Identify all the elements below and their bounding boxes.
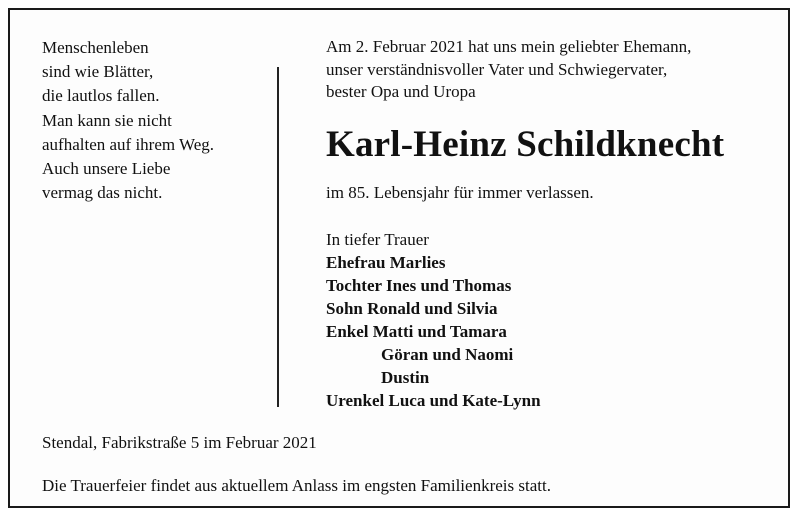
mourner-line: Urenkel Luca und Kate-Lynn — [326, 391, 541, 410]
mourner-line: Sohn Ronald und Silvia — [326, 299, 498, 318]
service-note: Die Trauerfeier findet aus aktuellem Anlass im engsten Familienkreis statt. — [42, 476, 551, 495]
passed-text: im 85. Lebensjahr für immer verlassen. — [326, 183, 594, 202]
mourners-heading: In tiefer Trauer — [326, 230, 429, 249]
poem-line: aufhalten auf ihrem Weg. — [42, 134, 215, 154]
poem-line: die lautlos fallen. — [42, 86, 160, 106]
intro-line: bester Opa und Uropa — [326, 82, 476, 101]
mourner-line: Göran und Naomi — [381, 345, 514, 364]
mourners-list — [326, 228, 541, 412]
poem-line: Menschenleben — [42, 38, 149, 57]
obituary-notice — [8, 8, 790, 508]
mourner-line: Dustin — [381, 368, 430, 387]
poem-line: vermag das nicht. — [42, 183, 163, 203]
memorial-poem — [42, 36, 214, 205]
poem-line: Auch unsere Liebe — [42, 159, 171, 179]
poem-line: sind wie Blätter, — [42, 62, 154, 82]
vertical-divider — [277, 67, 279, 407]
intro-line: unser verständnisvoller Vater und Schwiegervater, — [326, 59, 668, 79]
deceased-name: Karl-Heinz Schildknecht — [326, 124, 725, 165]
mourner-line: Ehefrau Marlies — [326, 253, 446, 272]
poem-line: Man kann sie nicht — [42, 110, 172, 130]
address-line: Stendal, Fabrikstraße 5 im Februar 2021 — [42, 433, 317, 452]
intro-text — [326, 36, 691, 104]
intro-line: Am 2. Februar 2021 hat uns mein geliebter Ehemann, — [326, 37, 692, 56]
mourner-line: Enkel Matti und Tamara — [326, 322, 507, 341]
mourner-line: Tochter Ines und Thomas — [326, 276, 512, 295]
